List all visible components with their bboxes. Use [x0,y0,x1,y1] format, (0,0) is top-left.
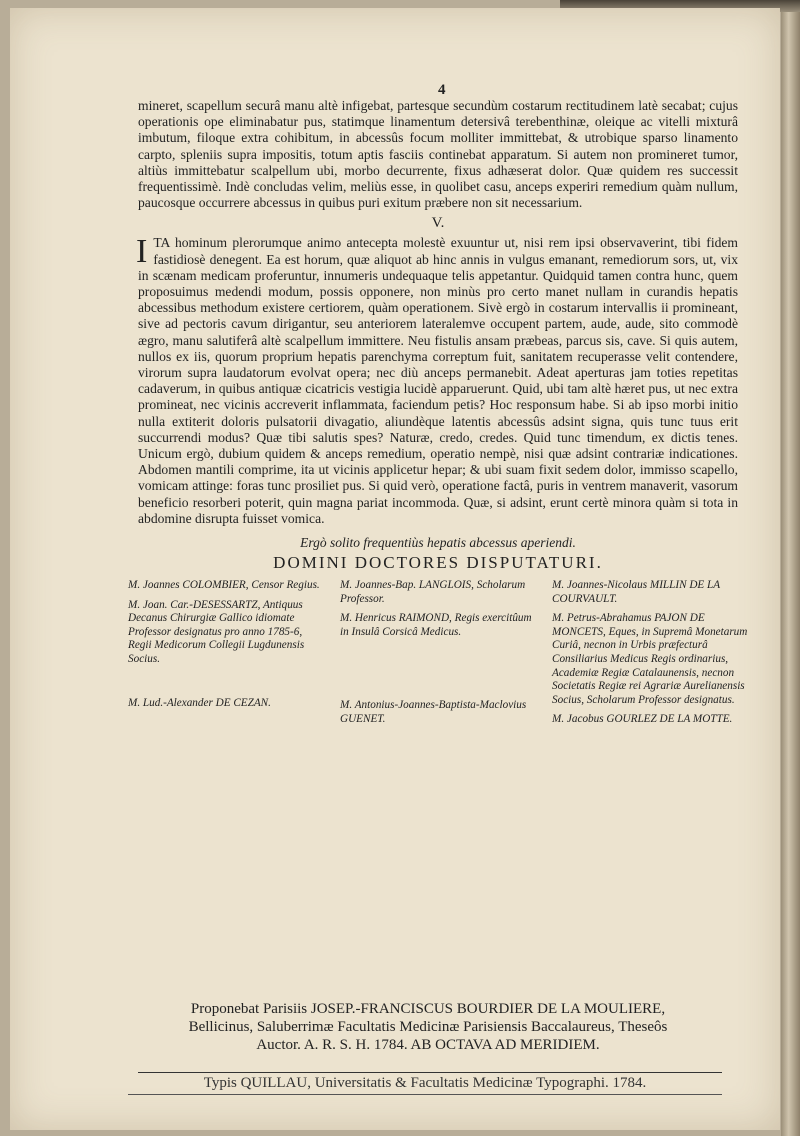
paragraph-2-text: TA hominum plerorumque animo antecepta molestè exuuntur ut, nisi rem ipsi observaverint, tibi fidem fastidiosè denegent. Ea est horum, quæ aliquot ab hinc annis in vulgus emanant, remediorum sors, ut, vix in scænam medicam proferuntur, innumeris undequaque telis appetantur. Quidquid tamen contra hunc, quem proposuimus medendi modum, possis opponere, non minùs pro certo manet nullam in curandis hepatis abcessibus methodum existere certiorem, quàm operationem. Sivè ergò in costarum intervallis ii promineant, sive ad pectoris cavum dirigantur, seu anteriorem lateralemve occupent partem, aude, aude, sito commodè ægro, manu salutiferâ altè scalpellum immittere. Neu fistulis ansam præbeas, parcus sis, cave. Si quis autem, nullos ex iis, quorum proprium hepatis parenchyma correptum fuit, sanitatem recuperasse velit contendere, virorum supra laudatorum evolvat opera; nec diù anceps permanebit. Adeat aperturas jam toties repetitas cadaverum, in quibus antiquæ cicatricis vestigia lucidè apparuerunt. Quid, ubi tam altè hæret pus, ut nec extra promineat, nec vicinis accreverit inflammata, faciendum petis? Hoc responsum habe. Si ab ipso morbi initio nulla extiterit doloris pulsatorii divagatio, aliundèque latentis abcessûs adsint signa, quis tunc tuus erit succurrendi modus? Quæ tibi salutis spes? Naturæ, credo, credes. Quid tunc timendum, ex dictis tenes. Unicum ergò, dubium quidem & anceps remedium, operatio nempè, nisi quæ adsint contrariæ indicationes. Abdomen mantili comprime, ita ut vicinis applicetur hepar; & ubi suam fixit sedem dolor, immisso scapello, vomicam attinge: foras tunc prosiliet pus. Si quid verò, operatione factâ, puris in ventrem manaverit, vasorum beneficio resorberi poterit, quin magna pariat incommoda. Quæ, si adsint, erunt certè minora quàm si tota in abdomine disrupta fuisset vomica. [138,235,738,526]
doctors-column-1 [128,579,324,757]
bottom-rule [128,1094,722,1095]
page-edge [781,0,800,1136]
paragraph-1: mineret, scapellum securâ manu altè infigebat, partesque secundùm costarum rectitudinem latè secabat; cujus operationis ope eliminabatur pus, statimque linamentum detersivâ terebenthinæ, oleique ac vitelli mixturâ imbutum, filoque extra cohibitum, in abcessûs focum molliter immittebat, & utrobique sparso linamento carpto, spleniis supra impositis, totum aptis fasciis continebat apparatum. Si autem non promineret tumor, altiùs immittebatur scalpellum ubi, morbo decurrente, fixus adhæserat dolor. Quæ quidem res successit frequentissimè. Indè concludas velim, meliùs esse, in quolibet casu, anceps experiri remedium quàm nullum, paucosque occurrere abcessus in quibus puri exitum præbere non sit necessarium. [138,98,738,211]
doctor-entry: M. Joannes-Nicolaus MILLIN DE LA COURVAULT. [552,579,720,605]
footer-rule [138,1072,722,1073]
printer-line: Typis QUILLAU, Universitatis & Facultatis Medicinæ Typographi. 1784. [203,1075,647,1091]
doctors-heading: DOMINI DOCTORES DISPUTATURI. [273,553,603,573]
doctors-column-3 [552,579,748,757]
doctor-entry: M. Petrus-Abrahamus PAJON DE MONCETS, Eques, in Supremâ Monetarum Curiâ, necnon in Urbis præfecturâ Consiliarius Medicus Regis ordinarius, Academiæ Regiæ Catalaunensis, necnon Societatis Regiæ rei Agrariæ Aurelianensis Socius, Scholarum Professor designatus. [552,612,748,706]
drop-cap: I [136,233,148,271]
doctor-entry: M. Joan. Car.-DESESSARTZ, Antiquus Decanus Chirurgiæ Gallico idiomate Professor designatus pro anno 1785-6, Regii Medicorum Collegii Lugdunensis Socius. [128,598,305,666]
doctors-column-2 [340,579,536,757]
footer-line-1: Proponebat Parisiis JOSEP.-FRANCISCUS BOURDIER DE LA MOULIERE, [190,1001,666,1017]
doctor-entry: M. Antonius-Joannes-Baptista-Maclovius GUENET. [340,699,527,726]
doctor-entry: M. Joannes COLOMBIER, Censor Regius. [128,579,320,592]
section-number: V. [431,215,445,232]
conclusion: Ergò solito frequentiùs hepatis abcessus aperiendi. [300,535,576,551]
page-content [128,82,748,757]
doctor-entry: M. Jacobus GOURLEZ DE LA MOTTE. [552,713,733,726]
paragraph-2 [138,235,738,527]
doctor-entry: M. Lud.-Alexander DE CEZAN. [128,696,271,709]
doctor-entry: M. Henricus RAIMOND, Regis exercitûum in Insulâ Corsicâ Medicus. [340,612,532,638]
doctors-list [128,579,748,757]
thesis-footer [128,1000,728,1054]
footer-line-3: Auctor. A. R. S. H. 1784. AB OCTAVA AD MERIDIEM. [256,1037,600,1053]
footer-line-2: Bellicinus, Saluberrimæ Facultatis Medicinæ Parisiensis Baccalaureus, Theseôs [188,1019,668,1035]
doctor-entry: M. Joannes-Bap. LANGLOIS, Scholarum Professor. [340,579,526,605]
page-number: 4 [438,82,446,98]
